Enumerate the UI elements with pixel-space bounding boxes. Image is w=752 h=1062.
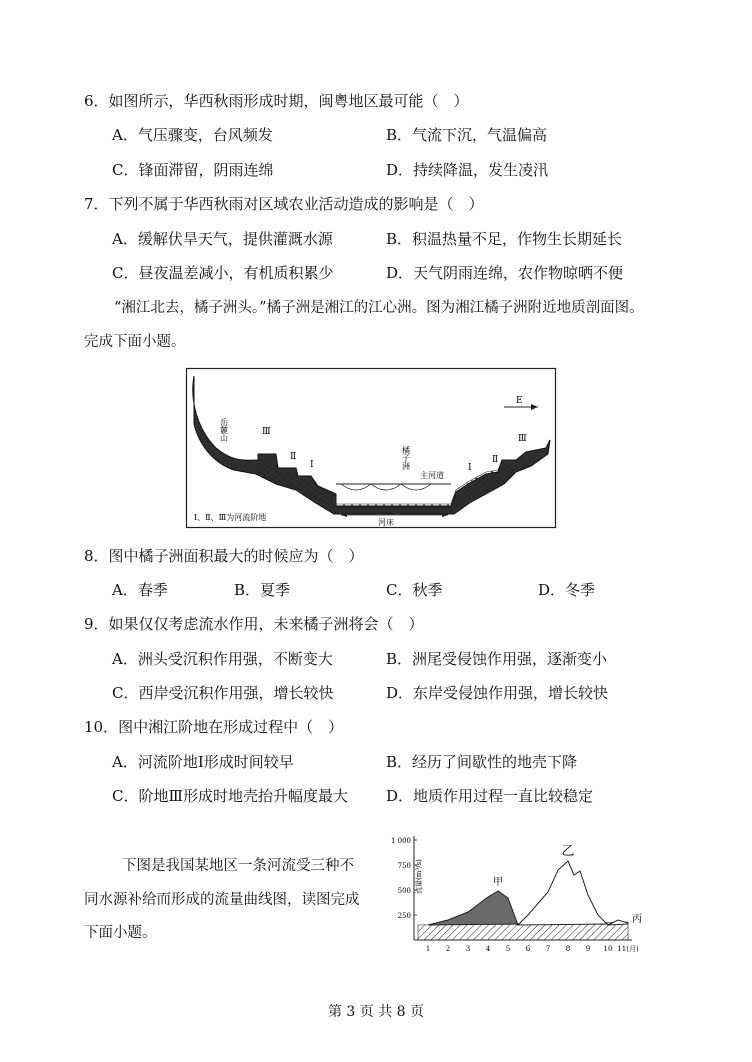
q6-option-c: C．锋面滞留，阴雨连绵: [112, 161, 274, 179]
q8-option-d: D．冬季: [538, 581, 596, 599]
east-label: E: [516, 396, 523, 406]
terrace-2-right-label: Ⅱ: [492, 455, 499, 465]
q7-option-c: C．昼夜温差减小，有机质积累少: [112, 264, 334, 282]
island-label: 橘子洲: [401, 446, 411, 470]
x-tick-label: 7: [545, 945, 551, 953]
q6-option-d: D．持续降温，发生凌汛: [386, 161, 549, 179]
y-tick-label: 1 000: [390, 837, 411, 845]
q8-option-a: A．春季: [112, 581, 168, 599]
x-tick-label: 9: [585, 945, 591, 953]
passage2-line2: 同水源补给而形成的流量曲线图，读图完成: [84, 892, 360, 908]
passage2-line1: 下图是我国某地区一条河流受三种不: [122, 858, 354, 874]
q10-stem: 10．图中湘江阶地在形成过程中（ ）: [84, 718, 344, 736]
x-tick-label: 10: [603, 945, 613, 953]
passage1-line2: 完成下面小题。: [84, 334, 186, 350]
passage2-line3: 下面小题。: [84, 925, 157, 941]
passage1-line1: “湘江北去，橘子洲头。”橘子洲是湘江的江心洲。图为湘江橘子洲附近地质剖面图。: [114, 300, 644, 316]
q9-option-b: B．洲尾受侵蚀作用强，逐渐变小: [386, 650, 608, 668]
terrace-3-left-label: Ⅲ: [262, 427, 271, 437]
y-tick-label: 500: [397, 887, 411, 895]
geologic-cross-section-figure: [186, 368, 556, 528]
terrace-2-left-label: Ⅱ: [290, 452, 297, 462]
terrace-1-left-label: Ⅰ: [310, 460, 314, 470]
q6-option-b: B．气流下沉，气温偏高: [386, 126, 548, 144]
mountain-label: 岳麓山: [219, 418, 229, 442]
q9-option-d: D．东岸受侵蚀作用强，增长较快: [386, 684, 609, 702]
terrace-3-right-label: Ⅲ: [518, 434, 527, 444]
q8-option-b: B．夏季: [234, 581, 291, 599]
q8-option-c: C．秋季: [386, 581, 443, 599]
q10-option-a: A．河流阶地Ⅰ形成时间较早: [112, 753, 294, 771]
page-footer: 第 3 页 共 8 页: [327, 1004, 425, 1020]
series-area-1: [518, 861, 608, 925]
q7-option-b: B．积温热量不足，作物生长期延长: [386, 230, 623, 248]
q7-option-a: A．缓解伏旱天气，提供灌溉水源: [112, 230, 333, 248]
x-tick-label: 8: [565, 945, 571, 953]
x-tick-label: 3: [465, 945, 471, 953]
q7-option-d: D．天气阴雨连绵，农作物晾晒不便: [386, 264, 624, 282]
q9-option-a: A．洲头受沉积作用强，不断变大: [112, 650, 333, 668]
runoff-chart: [378, 830, 640, 960]
q9-option-c: C．西岸受沉积作用强，增长较快: [112, 684, 334, 702]
q7-stem: 7．下列不属于华西秋雨对区域农业活动造成的影响是（ ）: [84, 195, 484, 213]
q6-option-a: A．气压骤变，台风频发: [112, 126, 273, 144]
terrace-1-right-label: Ⅰ: [468, 463, 472, 473]
x-tick-label: 4: [485, 945, 491, 953]
q9-stem: 9．如果仅仅考虑流水作用，未来橘子洲将会（ ）: [84, 615, 424, 633]
y-tick-label: 750: [397, 862, 411, 870]
series-label: 丙: [632, 914, 642, 925]
q10-option-c: C．阶地Ⅲ形成时地壳抬升幅度最大: [112, 787, 348, 805]
q8-stem: 8．图中橘子洲面积最大的时候应为（ ）: [84, 547, 364, 565]
x-tick-label: 5: [505, 945, 511, 953]
q6-stem: 6．如图所示，华西秋雨形成时期，闽粤地区最可能（ ）: [84, 92, 469, 110]
y-axis-label: 流量(m³/s): [415, 859, 423, 894]
q10-option-b: B．经历了间歇性的地壳下降: [386, 753, 578, 771]
x-tick-label: 2: [445, 945, 451, 953]
x-tick-label: 11(月): [617, 945, 639, 953]
y-tick-label: 250: [397, 912, 411, 920]
series-area-0: [428, 891, 518, 925]
q10-option-d: D．地质作用过程一直比较稳定: [386, 787, 594, 805]
series-label: 甲: [493, 877, 503, 888]
series-label: 乙: [561, 844, 575, 859]
x-tick-label: 6: [525, 945, 531, 953]
main-channel-label: 主河道: [420, 471, 444, 480]
riverbed-label: 河床: [378, 518, 394, 527]
figure1-legend: Ⅰ、Ⅱ、Ⅲ为河流阶地: [194, 513, 267, 522]
x-tick-label: 1: [425, 945, 431, 953]
